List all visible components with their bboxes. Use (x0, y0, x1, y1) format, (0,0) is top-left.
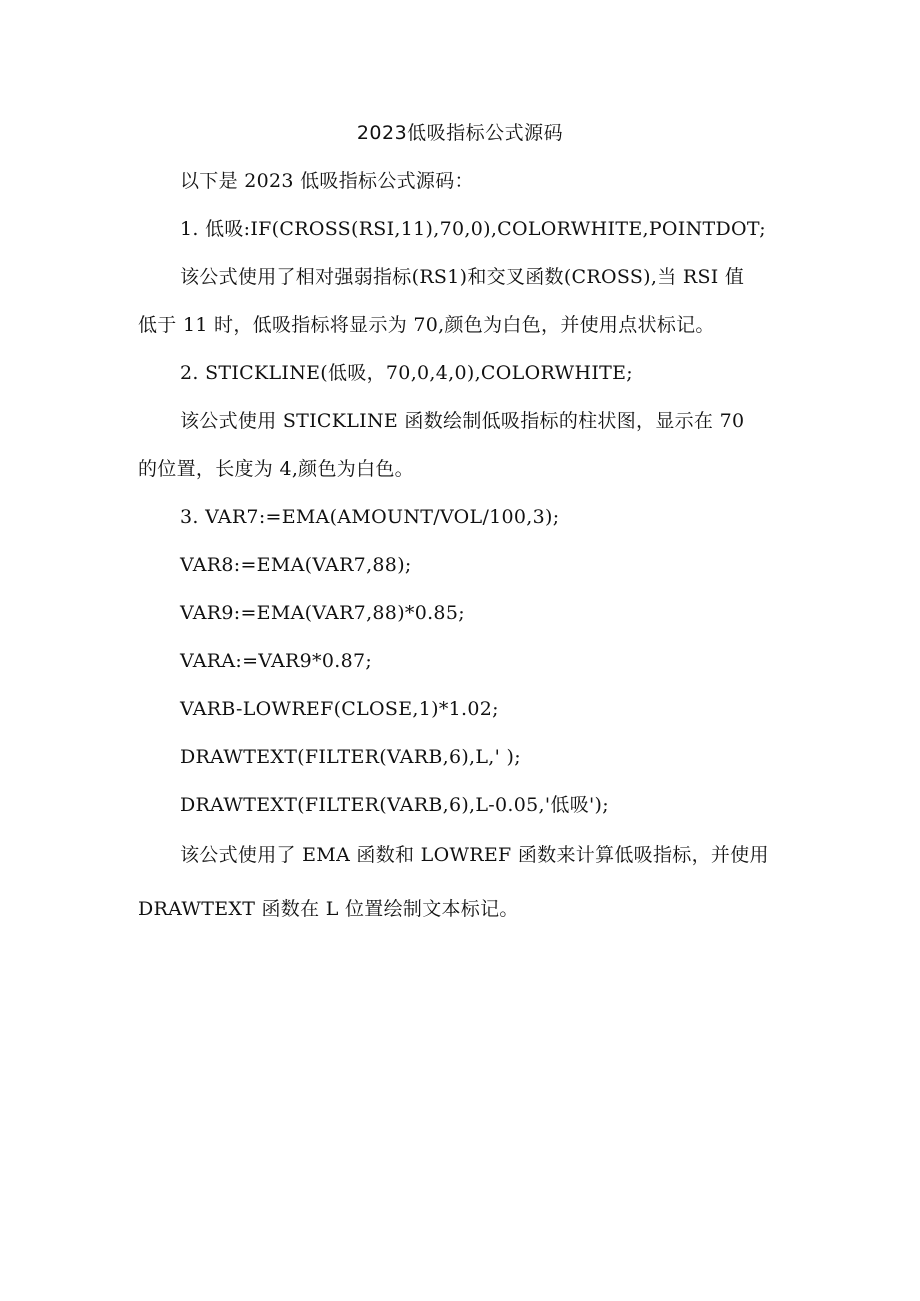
formula-3-line-4: VARA:=VAR9*0.87; (180, 650, 373, 672)
formula-1-explanation-line-2: 低于 11 时，低吸指标将显示为 70,颜色为白色，并使用点状标记。 (138, 314, 715, 336)
formula-3-line-7: DRAWTEXT(FILTER(VARB,6),L-0.05,'低吸'); (180, 794, 609, 816)
intro-line: 以下是 2023 低吸指标公式源码： (180, 170, 474, 192)
formula-3-line-6: DRAWTEXT(FILTER(VARB,6),L,' ); (180, 746, 521, 768)
formula-3-line-3: VAR9:=EMA(VAR7,88)*0.85; (180, 602, 465, 624)
formula-1-line: 1. 低吸:IF(CROSS(RSI,11),70,0),COLORWHITE,POINTDOT; (180, 218, 766, 240)
document-title: 2023低吸指标公式源码 (356, 122, 564, 144)
formula-2-explanation-line-1: 该公式使用 STICKLINE 函数绘制低吸指标的柱状图，显示在 70 (180, 410, 745, 432)
formula-2-line: 2. STICKLINE(低吸，70,0,4,0),COLORWHITE; (180, 362, 633, 384)
formula-3-explanation-line-2: DRAWTEXT 函数在 L 位置绘制文本标记。 (138, 898, 519, 920)
formula-2-explanation-line-2: 的位置，长度为 4,颜色为白色。 (138, 458, 414, 480)
formula-3-explanation-line-1: 该公式使用了 EMA 函数和 LOWREF 函数来计算低吸指标，并使用 (180, 844, 769, 866)
formula-1-explanation-line-1: 该公式使用了相对强弱指标(RS1)和交叉函数(CROSS),当 RSI 值 (180, 266, 745, 288)
formula-3-line-2: VAR8:=EMA(VAR7,88); (180, 554, 412, 576)
formula-3-line-1: 3. VAR7:=EMA(AMOUNT/VOL/100,3); (180, 506, 560, 528)
formula-3-line-5: VARB-LOWREF(CLOSE,1)*1.02; (180, 698, 499, 720)
